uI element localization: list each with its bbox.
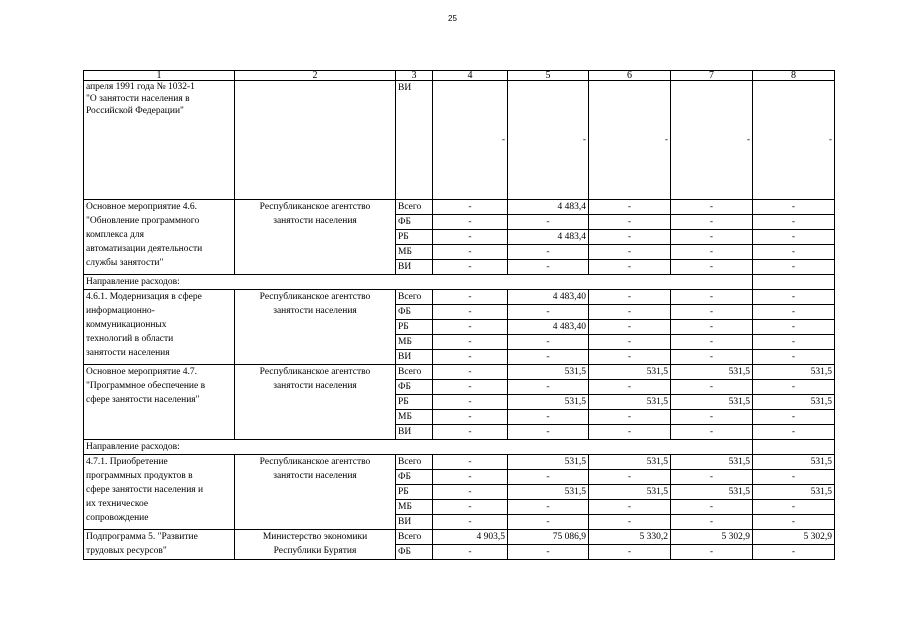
activity-name-line: занятости населения [86,348,170,358]
activity-name-line: службы занятости" [86,258,164,268]
source-cell: ФБ [396,380,433,395]
source-cell: МБ [396,410,433,425]
activity-name [84,200,235,275]
value-cell: - [671,245,753,260]
value-cell: - [433,380,508,395]
value-cell: - [671,350,753,365]
value-cell: - [753,81,835,200]
value-cell: - [589,215,671,230]
value-cell: - [589,230,671,245]
value-cell: - [433,215,508,230]
value-cell: - [671,335,753,350]
value-cell: - [589,515,671,530]
value-cell: - [508,350,589,365]
source-cell: МБ [396,335,433,350]
executor-cell-line: Министерство экономики [262,532,368,542]
activity-name-line: их техническое [86,499,149,509]
value-cell: - [433,485,508,500]
value-cell: 531,5 [753,485,835,500]
value-cell: 531,5 [671,395,753,410]
executor-cell-line: Республиканское агентство [259,292,371,302]
value-cell: - [589,335,671,350]
activity-name-line: комплекса для [86,230,145,240]
source-cell: РБ [396,395,433,410]
value-cell: - [433,545,508,560]
source-cell: ФБ [396,545,433,560]
value-cell: - [508,425,589,440]
value-cell: - [433,290,508,305]
source-cell: Всего [396,530,433,545]
value-cell: - [753,515,835,530]
value-cell: 531,5 [589,365,671,380]
value-cell: - [508,380,589,395]
value-cell: - [753,290,835,305]
value-cell: - [753,230,835,245]
value-cell: - [671,200,753,215]
value-cell: - [433,200,508,215]
source-cell: ФБ [396,470,433,485]
value-cell: 531,5 [508,395,589,410]
activity-name-line: трудовых ресурсов" [86,546,167,556]
activity-name [84,290,235,365]
value-cell: 531,5 [508,455,589,470]
executor-cell [235,365,396,440]
value-cell: - [508,305,589,320]
activity-name-line: Основное мероприятие 4.7. [86,367,198,377]
value-cell: - [433,320,508,335]
source-cell: РБ [396,485,433,500]
value-cell: - [589,425,671,440]
value-cell: - [753,500,835,515]
value-cell: - [508,335,589,350]
column-header: 7 [671,71,753,81]
empty-cell [753,275,835,290]
activity-name-line: коммуникационных [86,320,167,330]
value-cell: - [589,81,671,200]
value-cell: - [671,305,753,320]
executor-cell-line: Республики Бурятия [273,546,357,556]
source-cell: Всего [396,365,433,380]
source-cell: РБ [396,230,433,245]
value-cell: 5 330,2 [589,530,671,545]
value-cell: 4 483,4 [508,200,589,215]
value-cell: - [433,365,508,380]
value-cell: - [671,410,753,425]
value-cell: 531,5 [671,455,753,470]
executor-cell-line: занятости населения [273,216,357,226]
activity-name-line: "О занятости населения в [86,94,190,104]
value-cell: - [508,545,589,560]
value-cell: - [433,81,508,200]
value-cell: - [671,81,753,200]
table-row [84,290,835,305]
value-cell: - [589,470,671,485]
activity-name-line: технологий в области [86,334,174,344]
executor-cell [235,290,396,365]
empty-cell [753,440,835,455]
value-cell: - [753,200,835,215]
value-cell: - [753,380,835,395]
activity-name-line: "Программное обеспечение в [86,381,206,391]
value-cell: - [433,260,508,275]
activity-name-line: Основное мероприятие 4.6. [86,202,198,212]
value-cell: - [589,545,671,560]
direction-row [84,275,835,290]
value-cell: 531,5 [671,365,753,380]
value-cell: - [753,335,835,350]
column-header: 3 [396,71,433,81]
value-cell: - [433,395,508,410]
executor-cell-line: занятости населения [273,306,357,316]
value-cell: - [508,81,589,200]
value-cell: - [671,500,753,515]
source-cell: ФБ [396,215,433,230]
value-cell: 531,5 [671,485,753,500]
value-cell: 5 302,9 [753,530,835,545]
executor-cell-line: Республиканское агентство [259,202,371,212]
value-cell: - [433,335,508,350]
column-header: 4 [433,71,508,81]
value-cell: - [671,470,753,485]
value-cell: 531,5 [753,395,835,410]
value-cell: 4 483,40 [508,290,589,305]
value-cell: 531,5 [508,485,589,500]
value-cell: - [753,215,835,230]
value-cell: - [753,425,835,440]
page-number: 25 [448,14,457,23]
value-cell: - [589,350,671,365]
activity-name-line: сфере занятости населения" [86,395,200,405]
value-cell: - [433,500,508,515]
direction-label: Направление расходов: [84,275,753,290]
value-cell: - [433,425,508,440]
value-cell: - [508,215,589,230]
value-cell: - [433,350,508,365]
executor-cell-line: занятости населения [273,471,357,481]
source-cell: ВИ [396,81,433,200]
value-cell: 4 483,4 [508,230,589,245]
value-cell: - [589,290,671,305]
source-cell: Всего [396,290,433,305]
value-cell: - [671,380,753,395]
budget-table [83,70,835,560]
activity-name-line: информационно- [86,306,155,316]
value-cell: - [589,305,671,320]
value-cell: - [753,305,835,320]
source-cell: ВИ [396,350,433,365]
value-cell: - [753,350,835,365]
source-cell: ФБ [396,305,433,320]
value-cell: 4 903,5 [433,530,508,545]
executor-cell [235,81,396,200]
column-header: 6 [589,71,671,81]
value-cell: - [671,230,753,245]
value-cell: - [671,290,753,305]
value-cell: - [433,245,508,260]
table-row [84,455,835,470]
value-cell: - [753,245,835,260]
executor-cell [235,200,396,275]
value-cell: - [589,500,671,515]
activity-name [84,455,235,530]
value-cell: 531,5 [589,395,671,410]
source-cell: МБ [396,245,433,260]
executor-cell [235,455,396,530]
activity-name-line: программных продуктов в [86,471,193,481]
activity-name [84,365,235,440]
table-row [84,365,835,380]
value-cell: - [433,230,508,245]
source-cell: Всего [396,455,433,470]
value-cell: - [589,380,671,395]
value-cell: - [433,305,508,320]
column-header: 5 [508,71,589,81]
direction-label: Направление расходов: [84,440,753,455]
activity-name-line: "Обновление программного [86,216,200,226]
value-cell: - [433,470,508,485]
value-cell: - [589,260,671,275]
table-row [84,530,835,545]
activity-name-line: сфере занятости населения и [86,485,204,495]
value-cell: 4 483,40 [508,320,589,335]
value-cell: - [508,515,589,530]
executor-cell-line: Республиканское агентство [259,457,371,467]
value-cell: - [753,320,835,335]
value-cell: - [671,545,753,560]
value-cell: - [671,215,753,230]
source-cell: ВИ [396,515,433,530]
activity-name [84,81,235,200]
value-cell: - [753,260,835,275]
activity-name-line: автоматизации деятельности [86,244,203,254]
value-cell: - [671,515,753,530]
value-cell: - [671,425,753,440]
executor-cell-line: занятости населения [273,381,357,391]
direction-row [84,440,835,455]
source-cell: РБ [396,320,433,335]
source-cell: ВИ [396,425,433,440]
value-cell: - [589,320,671,335]
executor-cell [235,530,396,560]
activity-name-line: апреля 1991 года № 1032-1 [86,82,195,92]
value-cell: 75 086,9 [508,530,589,545]
value-cell: - [508,470,589,485]
value-cell: 531,5 [753,455,835,470]
column-header: 2 [235,71,396,81]
value-cell: - [671,260,753,275]
value-cell: - [671,320,753,335]
activity-name-line: сопровождение [86,513,149,523]
value-cell: 5 302,9 [671,530,753,545]
value-cell: 531,5 [753,365,835,380]
value-cell: 531,5 [589,455,671,470]
activity-name-line: 4.6.1. Модернизация в сфере [86,292,202,302]
value-cell: - [589,410,671,425]
value-cell: - [753,545,835,560]
table-row [84,200,835,215]
column-header: 8 [753,71,835,81]
value-cell: - [589,200,671,215]
value-cell: 531,5 [508,365,589,380]
value-cell: - [433,455,508,470]
activity-name-line: Подпрограмма 5. "Развитие [86,532,198,542]
column-header: 1 [84,71,235,81]
value-cell: - [753,470,835,485]
value-cell: - [433,410,508,425]
value-cell: - [508,500,589,515]
value-cell: - [589,245,671,260]
value-cell: - [753,410,835,425]
value-cell: - [508,260,589,275]
header-row [84,71,835,81]
executor-cell-line: Республиканское агентство [259,367,371,377]
activity-name [84,530,235,560]
value-cell: 531,5 [589,485,671,500]
activity-name-line: 4.7.1. Приобретение [86,457,168,467]
source-cell: Всего [396,200,433,215]
value-cell: - [433,515,508,530]
table-row [84,81,835,200]
source-cell: ВИ [396,260,433,275]
activity-name-line: Российской Федерации" [86,106,184,116]
value-cell: - [508,245,589,260]
source-cell: МБ [396,500,433,515]
value-cell: - [508,410,589,425]
